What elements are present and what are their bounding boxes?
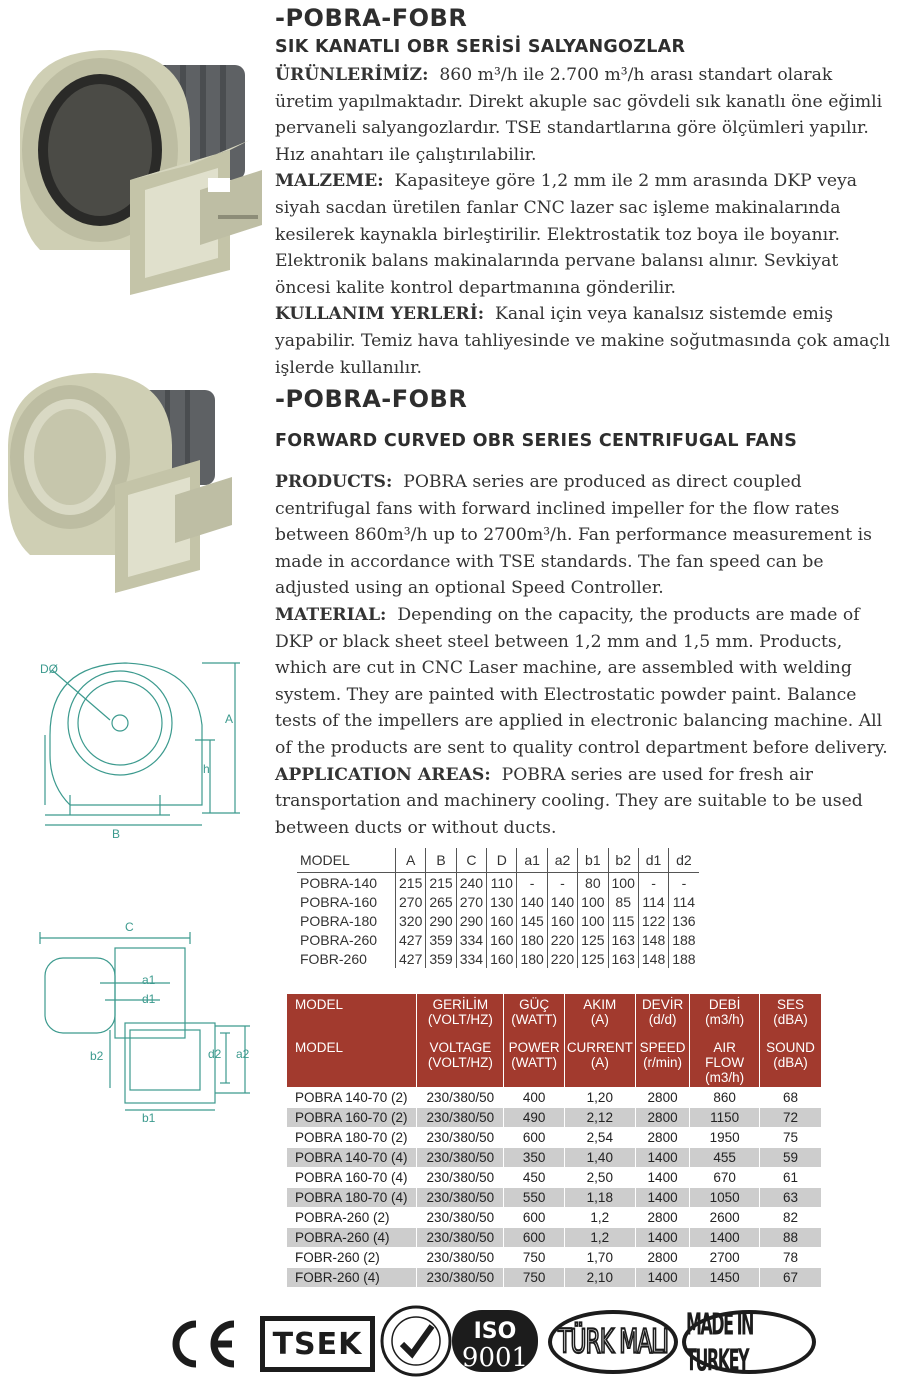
- spec-cell: 1050: [690, 1188, 760, 1208]
- spec-cell: 2800: [635, 1128, 690, 1148]
- label-a: A: [225, 712, 234, 726]
- dim-cell: 115: [608, 911, 638, 930]
- spec-cell: 1400: [635, 1148, 690, 1168]
- spec-cell: 2800: [635, 1108, 690, 1128]
- dimensions-table: [297, 848, 699, 968]
- dim-cell: 125: [578, 949, 608, 968]
- fan-photo-middle: [0, 365, 240, 600]
- spec-cell: 490: [504, 1108, 564, 1128]
- dim-cell: 188: [669, 949, 699, 968]
- svg-text:9001: 9001: [461, 1343, 529, 1373]
- en-application-label: APPLICATION AREAS:: [275, 764, 491, 785]
- tr-usage-label: KULLANIM YERLERİ:: [275, 304, 485, 325]
- turk-mali-logo: TÜRK MALI: [548, 1310, 678, 1374]
- spec-cell: 2800: [635, 1248, 690, 1268]
- dim-header-cell: A: [396, 848, 426, 873]
- spec-cell: POBRA 180-70 (2): [287, 1128, 417, 1148]
- spec-cell: 82: [760, 1208, 821, 1228]
- dim-row: [297, 949, 699, 968]
- spec-cell: 1,2: [564, 1208, 635, 1228]
- dim-header-cell: B: [426, 848, 456, 873]
- tr-title: -POBRA-FOBR: [275, 4, 468, 32]
- spec-cell: 455: [690, 1148, 760, 1168]
- dim-cell: POBRA-260: [300, 931, 378, 948]
- dim-cell: -: [669, 873, 699, 893]
- spec-cell: 230/380/50: [417, 1088, 504, 1108]
- spec-cell: 1,2: [564, 1228, 635, 1248]
- dim-cell: 125: [578, 930, 608, 949]
- spec-row: [287, 1148, 821, 1168]
- spec-cell: 2800: [635, 1088, 690, 1108]
- spec-row: [287, 1208, 821, 1228]
- dim-cell: 290: [426, 911, 456, 930]
- spec-cell: FOBR-260 (2): [287, 1248, 417, 1268]
- dim-cell: 359: [426, 930, 456, 949]
- dim-cell: 122: [638, 911, 668, 930]
- dim-cell: 148: [638, 930, 668, 949]
- dim-row: [297, 911, 699, 930]
- spec-cell: 230/380/50: [417, 1208, 504, 1228]
- dim-cell: 215: [396, 873, 426, 893]
- spec-row: [287, 1248, 821, 1268]
- spec-header-en: [287, 1037, 821, 1088]
- spec-row: [287, 1088, 821, 1108]
- spec-cell: POBRA 140-70 (2): [287, 1088, 417, 1108]
- spec-cell: 550: [504, 1188, 564, 1208]
- fan-photo-top: [0, 40, 272, 310]
- spec-header-cell: MODEL: [287, 1037, 417, 1088]
- label-b2: b2: [90, 1049, 104, 1063]
- spec-row: [287, 1128, 821, 1148]
- spec-cell: 750: [504, 1268, 564, 1288]
- spec-cell: 1,70: [564, 1248, 635, 1268]
- spec-cell: 1,40: [564, 1148, 635, 1168]
- dim-cell: 136: [669, 911, 699, 930]
- spec-cell: 1150: [690, 1108, 760, 1128]
- dim-cell: 359: [426, 949, 456, 968]
- spec-cell: 1400: [635, 1228, 690, 1248]
- dim-cell: 334: [456, 930, 486, 949]
- dim-header-cell: a1: [517, 848, 547, 873]
- dim-header-cell: D: [487, 848, 517, 873]
- spec-cell: 2,50: [564, 1168, 635, 1188]
- label-b: B: [112, 827, 121, 841]
- dim-cell: POBRA-140: [300, 874, 378, 891]
- spec-cell: 1450: [690, 1268, 760, 1288]
- spec-cell: 600: [504, 1128, 564, 1148]
- spec-cell: 2700: [690, 1248, 760, 1268]
- dim-cell: 160: [547, 911, 577, 930]
- en-body: PRODUCTS: POBRA series are produced as direct coupled centrifugal fans with forward inclined impeller for the flow rates between 860m³/h up to 2700m³/h. Fan performance measurement is made in accordance with TSE standards. The fan speed can be adjusted using an optional Speed Controller. MATERIAL: Depending on the capacity, the products are made of DKP or black sheet steel between 1,2 mm and 1,5 mm. Products, which are cut in CNC Laser machine, are assembled with welding system. They are painted with Electrostatic powder paint. Balance tests of the impellers are applied in electronic balancing machine. All of the products are sent to quality control department before delivery. APPLICATION AREAS: POBRA series are used for fresh air transportation and machinery cooling. They are suitable to be used between ducts or without ducts.: [275, 472, 888, 838]
- dim-cell: 270: [456, 892, 486, 911]
- dim-cell: 320: [396, 911, 426, 930]
- dim-cell: 160: [487, 911, 517, 930]
- dim-cell: 110: [487, 873, 517, 893]
- dim-header-cell: a2: [547, 848, 577, 873]
- spec-cell: 78: [760, 1248, 821, 1268]
- svg-text:ISO: ISO: [473, 1319, 517, 1344]
- spec-header-cell: DEBİ (m3/h): [690, 994, 760, 1037]
- dim-cell: 265: [426, 892, 456, 911]
- spec-cell: 67: [760, 1268, 821, 1288]
- spec-header-cell: GERİLİM (VOLT/HZ): [417, 994, 504, 1037]
- ce-logo: [162, 1316, 242, 1372]
- spec-cell: 1,20: [564, 1088, 635, 1108]
- spec-cell: 1400: [635, 1268, 690, 1288]
- spec-header-tr: [287, 994, 821, 1037]
- spec-cell: 600: [504, 1228, 564, 1248]
- dim-cell: 188: [669, 930, 699, 949]
- dim-header-cell: b2: [608, 848, 638, 873]
- dim-cell: 220: [547, 930, 577, 949]
- side-view-drawing: [30, 918, 260, 1123]
- spec-cell: POBRA-260 (2): [287, 1208, 417, 1228]
- dim-cell: 160: [487, 949, 517, 968]
- spec-cell: POBRA 180-70 (4): [287, 1188, 417, 1208]
- spec-cell: 600: [504, 1208, 564, 1228]
- spec-header-cell: DEVİR (d/d): [635, 994, 690, 1037]
- spec-cell: 750: [504, 1248, 564, 1268]
- spec-cell: 230/380/50: [417, 1148, 504, 1168]
- spec-header-cell: VOLTAGE (VOLT/HZ): [417, 1037, 504, 1088]
- dim-cell: 114: [669, 892, 699, 911]
- spec-cell: 2,10: [564, 1268, 635, 1288]
- dim-header-cell: b1: [578, 848, 608, 873]
- spec-cell: 88: [760, 1228, 821, 1248]
- spec-cell: POBRA 160-70 (2): [287, 1108, 417, 1128]
- spec-row: [287, 1228, 821, 1248]
- spec-header-cell: GÜÇ (WATT): [504, 994, 564, 1037]
- dim-header-cell: MODEL: [297, 848, 396, 873]
- spec-row: [287, 1188, 821, 1208]
- dim-cell: 163: [608, 949, 638, 968]
- label-d2: d2: [208, 1047, 222, 1061]
- dim-cell: 334: [456, 949, 486, 968]
- dim-header-cell: d1: [638, 848, 668, 873]
- dim-cell: 80: [578, 873, 608, 893]
- dim-cell: 427: [396, 930, 426, 949]
- dim-cell: 290: [456, 911, 486, 930]
- tr-products-label: ÜRÜNLERİMİZ:: [275, 65, 429, 85]
- en-material-label: MATERIAL:: [275, 604, 387, 625]
- en-title: -POBRA-FOBR: [275, 385, 468, 413]
- dim-cell: 100: [608, 873, 638, 893]
- label-h: h: [203, 762, 210, 776]
- dimensions-header-row: [297, 848, 699, 873]
- spec-header-cell: CURRENT (A): [564, 1037, 635, 1088]
- spec-cell: 230/380/50: [417, 1248, 504, 1268]
- spec-row: [287, 1168, 821, 1188]
- spec-cell: 230/380/50: [417, 1188, 504, 1208]
- spec-cell: 63: [760, 1188, 821, 1208]
- spec-cell: 230/380/50: [417, 1168, 504, 1188]
- spec-table: [287, 994, 821, 1287]
- spec-cell: 61: [760, 1168, 821, 1188]
- dim-cell: 114: [638, 892, 668, 911]
- dim-cell: 145: [517, 911, 547, 930]
- spec-header-cell: SES (dBA): [760, 994, 821, 1037]
- tr-subtitle: SIK KANATLI OBR SERİSİ SALYANGOZLAR: [275, 37, 686, 57]
- dim-cell: 100: [578, 892, 608, 911]
- spec-cell: 450: [504, 1168, 564, 1188]
- spec-cell: 230/380/50: [417, 1128, 504, 1148]
- spec-cell: 860: [690, 1088, 760, 1108]
- dim-row: [297, 873, 699, 893]
- dim-cell: 180: [517, 949, 547, 968]
- spec-cell: 1400: [635, 1188, 690, 1208]
- label-b1: b1: [142, 1111, 156, 1123]
- dim-cell: 148: [638, 949, 668, 968]
- spec-cell: 2600: [690, 1208, 760, 1228]
- label-c: C: [125, 920, 134, 934]
- dim-cell: 180: [517, 930, 547, 949]
- en-products-label: PRODUCTS:: [275, 472, 393, 492]
- dim-cell: 220: [547, 949, 577, 968]
- spec-cell: 350: [504, 1148, 564, 1168]
- spec-header-cell: SPEED (r/min): [635, 1037, 690, 1088]
- dim-cell: 140: [547, 892, 577, 911]
- spec-cell: 230/380/50: [417, 1268, 504, 1288]
- spec-row: [287, 1268, 821, 1288]
- label-d: DØ: [40, 662, 58, 676]
- spec-cell: 670: [690, 1168, 760, 1188]
- dim-cell: 130: [487, 892, 517, 911]
- made-in-turkey-logo: MADE IN TURKEY: [682, 1310, 816, 1374]
- spec-header-cell: MODEL: [287, 994, 417, 1037]
- spec-cell: 1,18: [564, 1188, 635, 1208]
- label-a2: a2: [236, 1047, 250, 1061]
- spec-cell: 2,12: [564, 1108, 635, 1128]
- label-d1: d1: [142, 992, 156, 1006]
- spec-cell: 2800: [635, 1208, 690, 1228]
- dim-cell: -: [517, 873, 547, 893]
- spec-cell: FOBR-260 (4): [287, 1268, 417, 1288]
- spec-row: [287, 1108, 821, 1128]
- dim-cell: 427: [396, 949, 426, 968]
- spec-cell: 230/380/50: [417, 1108, 504, 1128]
- spec-cell: 2,54: [564, 1128, 635, 1148]
- dim-cell: 100: [578, 911, 608, 930]
- spec-cell: 1950: [690, 1128, 760, 1148]
- spec-cell: 68: [760, 1088, 821, 1108]
- dim-cell: 85: [608, 892, 638, 911]
- en-subtitle: FORWARD CURVED OBR SERIES CENTRIFUGAL FANS: [275, 431, 798, 451]
- dim-cell: 160: [487, 930, 517, 949]
- spec-cell: 230/380/50: [417, 1228, 504, 1248]
- dim-cell: 270: [396, 892, 426, 911]
- spec-cell: POBRA 140-70 (4): [287, 1148, 417, 1168]
- dim-cell: 163: [608, 930, 638, 949]
- dim-cell: POBRA-160: [300, 893, 378, 910]
- spec-cell: 75: [760, 1128, 821, 1148]
- spec-cell: POBRA 160-70 (4): [287, 1168, 417, 1188]
- dim-cell: 140: [517, 892, 547, 911]
- spec-cell: 59: [760, 1148, 821, 1168]
- dim-cell: -: [547, 873, 577, 893]
- spec-cell: POBRA-260 (4): [287, 1228, 417, 1248]
- dim-row: [297, 892, 699, 911]
- iso-9001-logo: [380, 1304, 540, 1378]
- dim-cell: 240: [456, 873, 486, 893]
- dim-cell: -: [638, 873, 668, 893]
- tsek-logo: TSEK: [260, 1316, 375, 1372]
- dim-header-cell: d2: [669, 848, 699, 873]
- front-view-drawing: [30, 655, 250, 845]
- spec-header-cell: POWER (WATT): [504, 1037, 564, 1088]
- spec-header-cell: AKIM (A): [564, 994, 635, 1037]
- spec-cell: 72: [760, 1108, 821, 1128]
- tr-body: ÜRÜNLERİMİZ: 860 m³/h ile 2.700 m³/h arası standart olarak üretim yapılmaktadır. Direkt akuple sac gövdeli sık kanatlı öne eğimli pervaneli salyangozlardır. TSE standartlarına göre ölçümleri yapılır. Hız anahtarı ile çalıştırılabilir. MALZEME: Kapasiteye göre 1,2 mm ile 2 mm arasında DKP veya siyah sacdan üretilen fanlar CNC lazer sac işleme makinalarında kesilerek kaynakla birleştirilir. Elektrostatik toz boya ile boyanır. Elektronik balans makinalarında pervane balansı alınır. Sevkiyat öncesi kalite kontrol departmanına gönderilir. KULLANIM YERLERİ: Kanal için veya kanalsız sistemde emiş yapabilir. Temiz hava tahliyesinde ve makine soğutmasında çok amaçlı işlerde kullanılır.: [275, 65, 890, 378]
- spec-cell: 1400: [635, 1168, 690, 1188]
- spec-cell: 1400: [690, 1228, 760, 1248]
- spec-cell: 400: [504, 1088, 564, 1108]
- tr-material-label: MALZEME:: [275, 171, 384, 192]
- spec-header-cell: AIR FLOW (m3/h): [690, 1037, 760, 1088]
- dim-header-cell: C: [456, 848, 486, 873]
- dim-cell: FOBR-260: [300, 950, 367, 967]
- dim-cell: 215: [426, 873, 456, 893]
- spec-header-cell: SOUND (dBA): [760, 1037, 821, 1088]
- dim-cell: POBRA-180: [300, 912, 378, 929]
- label-a1: a1: [142, 973, 156, 987]
- dim-row: [297, 930, 699, 949]
